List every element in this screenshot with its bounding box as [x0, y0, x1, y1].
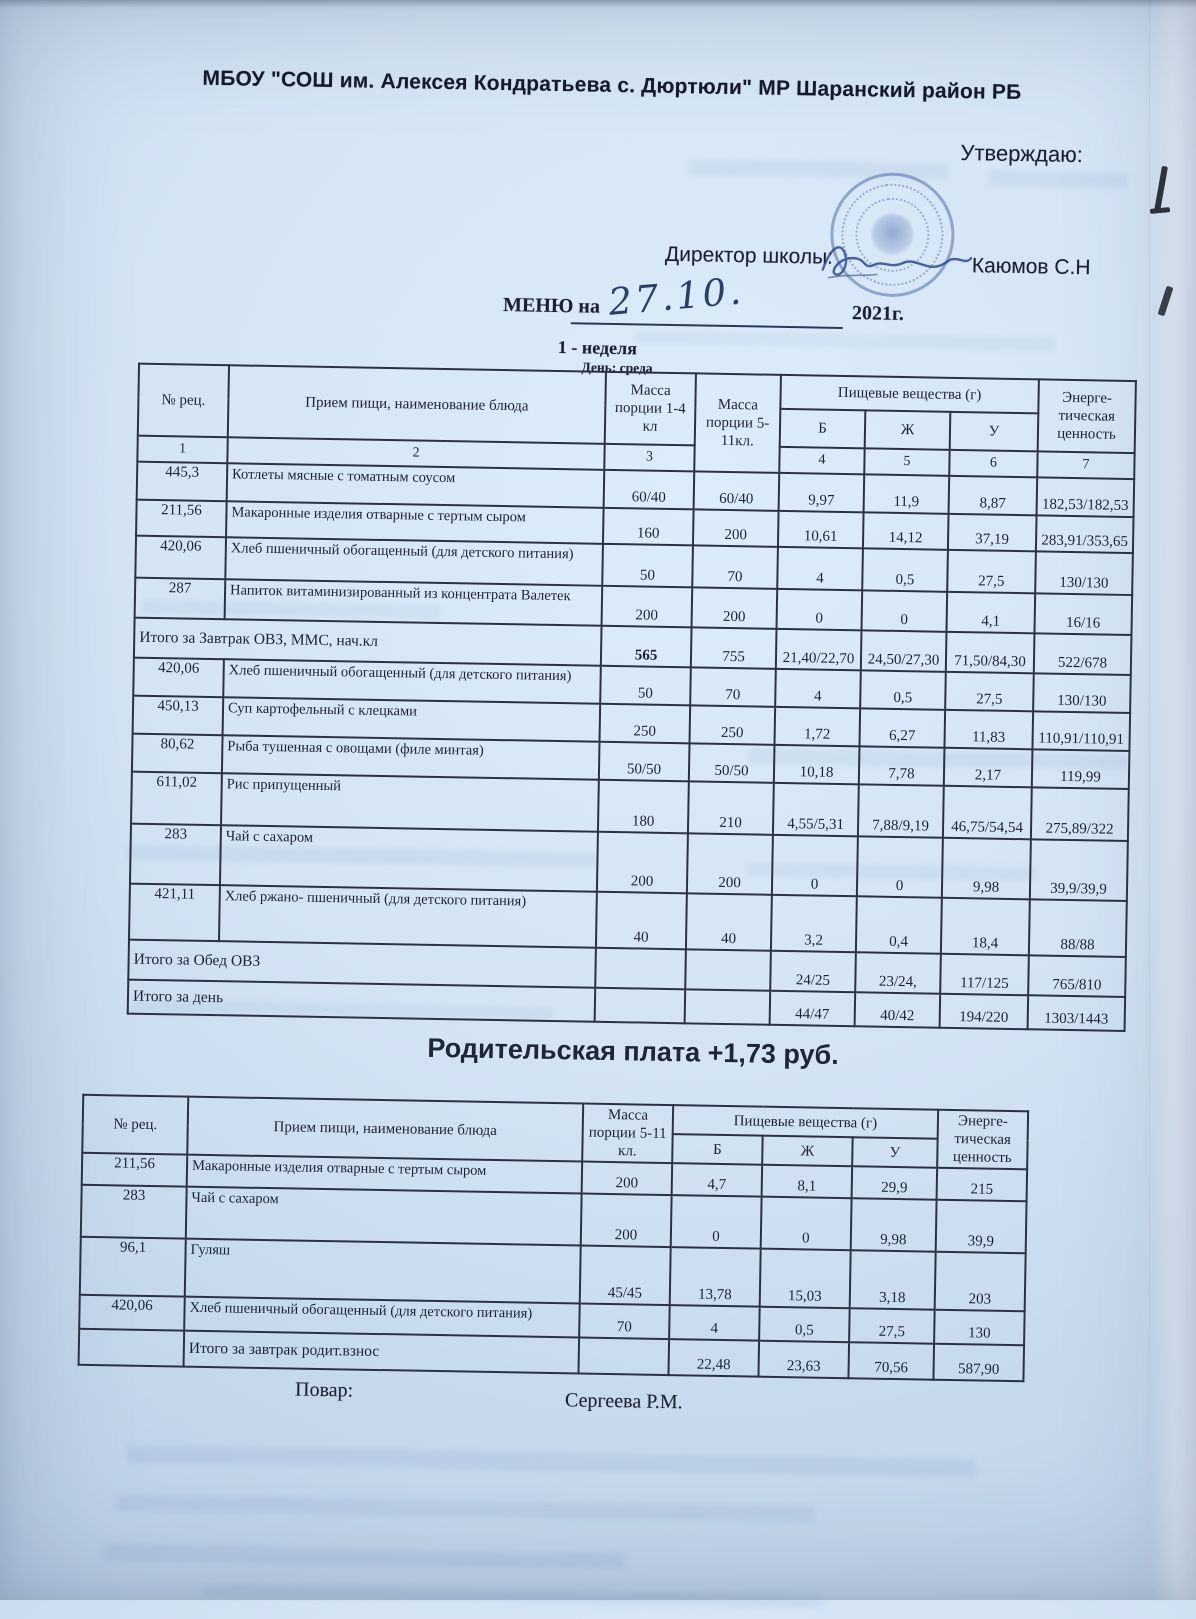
- mass-1-4-cell: 40: [596, 892, 687, 950]
- dish-cell: Чай с сахаром: [220, 825, 598, 892]
- menu-year: 2021г.: [851, 302, 905, 326]
- approve-label: Утверждаю:: [960, 139, 1084, 168]
- week-label: 1 - неделя: [557, 336, 638, 359]
- dish-cell: Котлеты мясные с томатным соусом: [227, 463, 605, 508]
- carb-cell: 70,56: [848, 1342, 934, 1379]
- carb-cell: 8,87: [949, 476, 1038, 516]
- photo-top-edge: [0, 0, 1196, 8]
- rec-cell: 211,56: [136, 500, 227, 538]
- mass-5-11-cell: 40: [686, 893, 772, 950]
- rec-cell: 611,02: [131, 772, 222, 826]
- table-header-row: [83, 1095, 1028, 1140]
- col-header-dish: Прием пищи, наименование блюда: [187, 1097, 583, 1162]
- col-header-energy: Энерге-тическая ценность: [1038, 379, 1136, 453]
- col-header-nutrients: Пищевые вещества (г): [780, 375, 1039, 413]
- col-number: 2: [227, 437, 604, 470]
- carb-cell: 4,1: [946, 592, 1035, 634]
- fat-cell: 8,1: [762, 1165, 853, 1199]
- protein-cell: 10,61: [778, 511, 864, 548]
- carb-cell: 46,75/54,54: [943, 786, 1032, 840]
- dish-cell: Хлеб пшеничный обогащенный (для детского питания): [223, 659, 601, 704]
- mass-5-11-cell: 250: [690, 705, 776, 744]
- dish-cell: Хлеб ржано- пшеничный (для детского питания): [219, 885, 597, 948]
- protein-cell: 0: [772, 835, 858, 896]
- protein-cell: 4: [775, 669, 861, 708]
- total-label-cell: Итого за завтрак родит.взнос: [184, 1331, 580, 1374]
- col-header-carb: У: [950, 412, 1039, 452]
- col-header-mass-5-11: Масса порции 5-11кл.: [694, 373, 781, 472]
- rec-cell: 421,11: [129, 884, 220, 942]
- handwritten-date: 27.10.: [606, 269, 746, 324]
- carb-cell: 27,5: [945, 672, 1034, 712]
- col-number: 3: [604, 444, 694, 472]
- protein-cell: 0: [777, 589, 863, 630]
- total-label-cell: Итого за Обед ОВЗ: [128, 940, 596, 988]
- fat-cell: 23,63: [758, 1341, 849, 1379]
- col-header-fat: Ж: [762, 1136, 852, 1167]
- carb-cell: 11,83: [944, 710, 1033, 750]
- energy-cell: 130/130: [1033, 673, 1131, 713]
- energy-cell: 39,9/39,9: [1030, 839, 1128, 901]
- mass-1-4-cell: 50/50: [599, 742, 690, 782]
- mass-5-11-cell: 70: [690, 667, 776, 706]
- fat-cell: 0,5: [862, 548, 948, 591]
- carb-cell: 9,98: [942, 838, 1031, 900]
- mass-1-4-cell: 200: [602, 586, 693, 628]
- protein-cell: 4: [777, 547, 863, 590]
- col-header-rec: № рец.: [138, 364, 229, 438]
- bleed-through-text: [104, 1544, 624, 1569]
- mass-1-4-cell: 60/40: [604, 470, 695, 510]
- paper-right-edge: [1149, 0, 1196, 1600]
- protein-cell: 4,7: [672, 1163, 763, 1197]
- mass-1-4-cell: 180: [598, 780, 689, 834]
- energy-cell: 88/88: [1029, 899, 1127, 957]
- day-label: День: среда: [581, 359, 653, 376]
- protein-cell: 13,78: [670, 1247, 761, 1307]
- dish-cell: Макаронные изделия отварные с тертым сыром: [226, 501, 604, 544]
- rec-cell: 211,56: [82, 1153, 188, 1187]
- director-name: Каюмов С.Н: [971, 254, 1091, 280]
- director-label: Директор школы:: [664, 242, 834, 269]
- mass-5-11-cell: [685, 989, 771, 1024]
- mass-1-4-cell: 160: [603, 508, 694, 546]
- mass-1-4-cell: 50: [600, 666, 691, 706]
- mass-5-11-cell: 200: [692, 587, 778, 628]
- col-header-dish: Прием пищи, наименование блюда: [228, 365, 606, 444]
- energy-cell: 522/678: [1034, 633, 1132, 675]
- col-header-rec: № рец.: [82, 1095, 188, 1155]
- fat-cell: 0: [857, 836, 943, 897]
- mass-5-11-cell: 200: [687, 833, 773, 894]
- carb-cell: 27,5: [849, 1308, 935, 1343]
- cook-label: Повар:: [294, 1378, 354, 1402]
- fat-cell: 40/42: [855, 992, 941, 1027]
- energy-cell: 110,91/110,91: [1032, 711, 1130, 751]
- protein-cell: 24/25: [770, 951, 856, 992]
- mass-5-11-cell: 45/45: [580, 1246, 671, 1306]
- col-header-mass-5-11: Масса порции 5-11 кл.: [582, 1104, 673, 1164]
- total-label-cell: Итого за день: [128, 980, 596, 1022]
- col-number: 5: [864, 448, 949, 475]
- rec-cell: 96,1: [80, 1237, 186, 1297]
- col-number: 7: [1037, 451, 1134, 479]
- menu-table-parent-fee: [78, 1094, 1030, 1382]
- mass-1-4-cell: 250: [600, 704, 691, 744]
- col-number: 4: [779, 447, 864, 474]
- carb-cell: 117/125: [940, 954, 1029, 996]
- energy-cell: 130/130: [1035, 551, 1133, 595]
- protein-cell: 4,55/5,31: [773, 783, 859, 836]
- energy-cell: 275,89/322: [1031, 787, 1129, 841]
- mass-5-11-cell: 50/50: [689, 743, 775, 782]
- protein-cell: 1,72: [774, 707, 860, 746]
- fat-cell: 24,50/27,30: [861, 630, 947, 671]
- protein-cell: 10,18: [774, 745, 860, 784]
- carb-cell: 9,98: [851, 1198, 937, 1251]
- fat-cell: 15,03: [760, 1249, 851, 1309]
- energy-cell: 119,99: [1032, 749, 1130, 789]
- rec-cell: 420,06: [133, 658, 224, 698]
- fat-cell: 6,27: [859, 708, 945, 747]
- mass-1-4-cell: [595, 948, 686, 990]
- col-header-protein: Б: [780, 409, 866, 448]
- fat-cell: 0,5: [759, 1307, 850, 1343]
- carb-cell: 18,4: [941, 898, 1030, 956]
- fat-cell: 0,4: [856, 896, 942, 953]
- mass-5-11-cell: 70: [692, 545, 778, 588]
- director-signature: [817, 233, 978, 286]
- fat-cell: 11,9: [864, 474, 950, 513]
- fat-cell: 0: [862, 590, 948, 631]
- dish-cell: Рис припущенный: [221, 773, 599, 832]
- mass-5-11-cell: 60/40: [694, 471, 780, 510]
- carb-cell: 27,5: [947, 550, 1036, 594]
- energy-cell: 215: [937, 1168, 1028, 1202]
- bleed-through-text: [115, 1494, 815, 1522]
- mass-1-4-cell: [595, 988, 686, 1024]
- rec-cell: 420,06: [79, 1295, 185, 1331]
- mass-1-4-cell: 50: [602, 544, 693, 588]
- carb-cell: 194/220: [940, 994, 1029, 1030]
- protein-cell: 44/47: [770, 991, 856, 1026]
- mass-5-11-cell: 200: [581, 1194, 672, 1248]
- mass-5-11-cell: 200: [693, 509, 779, 546]
- dish-cell: Суп картофельный с клецками: [223, 697, 601, 742]
- fat-cell: 7,78: [859, 746, 945, 785]
- carb-cell: 71,50/84,30: [946, 632, 1035, 674]
- mass-5-11-cell: [685, 949, 771, 990]
- rec-cell: 80,62: [132, 734, 223, 774]
- energy-cell: 203: [935, 1252, 1026, 1312]
- energy-cell: 765/810: [1028, 955, 1126, 997]
- bleed-through-text: [204, 1584, 824, 1608]
- dish-cell: Хлеб пшеничный обогащенный (для детского питания): [184, 1297, 580, 1338]
- protein-cell: 0: [671, 1195, 762, 1249]
- col-header-nutrients: Пищевые вещества (г): [673, 1105, 938, 1139]
- col-header-protein: Б: [672, 1134, 762, 1165]
- parent-fee-note: Родительская плата +1,73 руб.: [427, 1032, 840, 1070]
- school-title: МБОУ "СОШ им. Алексея Кондратьева с. Дюртюли" МР Шаранский район РБ: [202, 66, 1022, 105]
- carb-cell: 3,18: [850, 1250, 936, 1309]
- cook-name: Сергеева Р.М.: [564, 1389, 683, 1414]
- menu-prefix: МЕНЮ на: [502, 294, 601, 318]
- total-label-cell: Итого за Завтрак ОВЗ, ММС, нач.кл: [134, 618, 602, 666]
- col-header-energy: Энерге-тическая ценность: [937, 1110, 1028, 1170]
- col-header-carb: У: [852, 1137, 938, 1167]
- energy-cell: 16/16: [1034, 593, 1132, 635]
- energy-cell: 1303/1443: [1028, 995, 1126, 1031]
- energy-cell: 587,90: [933, 1344, 1024, 1382]
- protein-cell: 4: [669, 1305, 760, 1341]
- rec-cell: 420,06: [135, 536, 226, 580]
- protein-cell: 3,2: [771, 895, 857, 952]
- protein-cell: 21,40/22,70: [776, 629, 862, 670]
- mass-1-4-cell: 200: [597, 832, 688, 894]
- fat-cell: 0,5: [860, 670, 946, 709]
- protein-cell: 22,48: [668, 1339, 759, 1377]
- fat-cell: 7,88/9,19: [858, 784, 944, 837]
- dish-cell: Рыба тушенная с овощами (филе минтая): [222, 735, 600, 780]
- energy-cell: 283,91/353,65: [1036, 515, 1134, 553]
- rec-cell: 450,13: [133, 696, 224, 736]
- carb-cell: 29,9: [852, 1166, 938, 1199]
- mass-5-11-cell: 755: [691, 627, 777, 668]
- dish-cell: Гуляш: [185, 1239, 581, 1304]
- mass-5-11-cell: 70: [579, 1304, 670, 1340]
- rec-cell: 445,3: [137, 462, 228, 502]
- bleed-through-text: [988, 170, 1128, 188]
- carb-cell: 37,19: [948, 514, 1037, 552]
- col-header-mass-1-4: Масса порции 1-4 кл: [605, 372, 696, 446]
- rec-cell: [79, 1329, 185, 1367]
- energy-cell: 182,53/182,53: [1037, 477, 1135, 517]
- energy-cell: 39,9: [936, 1200, 1027, 1254]
- rec-cell: 283: [130, 824, 221, 886]
- mass-5-11-cell: [578, 1338, 669, 1376]
- col-header-fat: Ж: [865, 410, 951, 449]
- mass-5-11-cell: 200: [582, 1162, 673, 1196]
- rec-cell: 283: [81, 1185, 187, 1239]
- dish-cell: Чай с сахаром: [186, 1187, 582, 1246]
- fat-cell: 14,12: [863, 512, 949, 549]
- mass-1-4-cell: 565: [601, 626, 692, 668]
- mass-5-11-cell: 210: [688, 781, 774, 834]
- energy-cell: 130: [934, 1310, 1025, 1346]
- carb-cell: 2,17: [944, 748, 1033, 788]
- fat-cell: 0: [761, 1197, 852, 1251]
- dish-cell: Макаронные изделия отварные с тертым сыром: [187, 1155, 582, 1194]
- dish-cell: Хлеб пшеничный обогащенный (для детского питания): [225, 537, 603, 586]
- fat-cell: 23/24,: [855, 952, 941, 993]
- rec-cell: 287: [135, 578, 226, 620]
- col-number: 1: [137, 436, 227, 464]
- menu-table-main: [127, 363, 1137, 1032]
- col-number: 6: [949, 450, 1037, 478]
- bleed-through-text: [126, 1445, 976, 1478]
- dish-cell: Напиток витаминизированный из концентрата Валетек: [225, 579, 603, 626]
- protein-cell: 9,97: [779, 473, 865, 512]
